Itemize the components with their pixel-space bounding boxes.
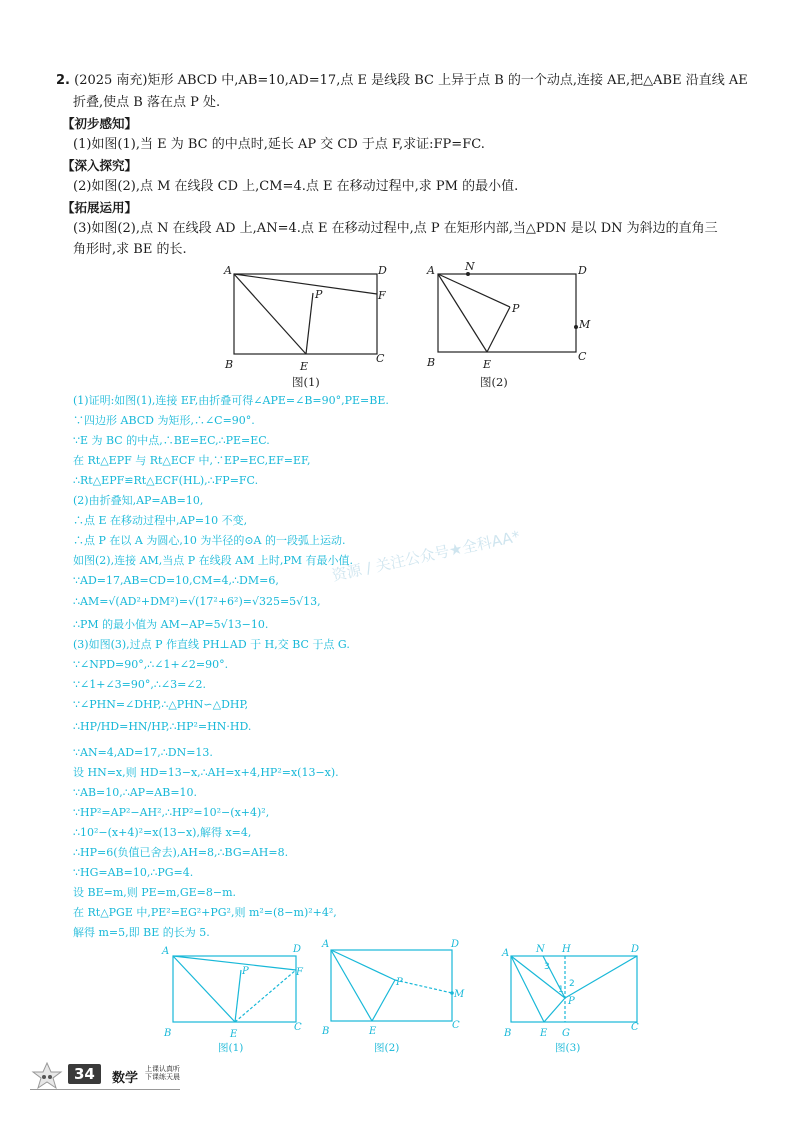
label-m: M [454,989,465,1000]
solution-line: ∵∠PHN=∠DHP,∴△PHN∽△DHP, [73,698,249,711]
label-p: P [242,966,249,977]
label-d: D [578,264,587,277]
page-number: 34 [68,1064,101,1084]
label-a: A [224,264,232,277]
solution-fig3-caption: 图(3) [555,1042,581,1054]
label-b: B [225,358,234,371]
label-p: P [315,288,323,301]
fig1-caption: 图(1) [292,375,320,389]
fig2-caption: 图(2) [480,375,508,389]
question-1: (1)如图(1),当 E 为 BC 的中点时,延长 AP 交 CD 于点 F,求证:FP=FC. [73,137,485,152]
solution-line: ∴10²−(x+4)²=x(13−x),解得 x=4, [73,826,252,839]
solution-line: (3)如图(3),过点 P 作直线 PH⊥AD 于 H,交 BC 于点 G. [73,638,350,651]
solution-fig1-caption: 图(1) [218,1042,244,1054]
solution-line: ∵AD=17,AB=CD=10,CM=4,∴DM=6, [73,574,279,587]
label-g: G [562,1028,570,1039]
label-c: C [294,1022,302,1033]
solution-line: ∴PM 的最小值为 AM−AP=5√13−10. [73,618,269,631]
solution-line: ∵E 为 BC 的中点,∴BE=EC,∴PE=EC. [73,434,270,447]
label-p: P [396,977,403,988]
question-3b: 角形时,求 BE 的长. [73,242,187,257]
star-logo-icon [30,1062,64,1090]
solution-line: ∵∠1+∠3=90°,∴∠3=∠2. [73,678,206,691]
solution-line: (1)证明:如图(1),连接 EF,由折叠可得∠APE=∠B=90°,PE=BE. [73,394,389,407]
solution-line: 设 BE=m,则 PE=m,GE=8−m. [73,886,237,899]
problem-figure-2 [425,262,595,372]
solution-line: ∵AB=10,∴AP=AB=10. [73,786,198,799]
solution-line: 解得 m=5,即 BE 的长为 5. [73,926,210,939]
angle-1-label: 1 [558,985,564,995]
solution-line: ∴HP/HD=HN/HP,∴HP²=HN·HD. [73,720,252,733]
solution-line: ∵HP²=AP²−AH²,∴HP²=10²−(x+4)², [73,806,270,819]
solution-line: ∴Rt△EPF≌Rt△ECF(HL),∴FP=FC. [73,474,259,487]
slogan-line-2: 下课练天晨 [145,1073,180,1081]
solution-line: ∴AM=√(AD²+DM²)=√(17²+6²)=√325=5√13, [73,595,321,608]
footer-slogan [145,1065,180,1081]
slogan-line-1: 上课认真听 [145,1065,180,1073]
solution-line: ∵HG=AB=10,∴PG=4. [73,866,194,879]
solution-line: ∵四边形 ABCD 为矩形,∴∠C=90°. [73,414,255,427]
solution-line: 在 Rt△EPF 与 Rt△ECF 中,∵EP=EC,EF=EF, [73,454,311,467]
label-c: C [578,350,587,363]
solution-figure-3 [500,940,650,1040]
label-b: B [164,1028,172,1039]
problem-line-2: 折叠,使点 B 落在点 P 处. [73,95,221,110]
footer-rule [30,1089,180,1090]
label-a: A [427,264,435,277]
solution-line: ∵AN=4,AD=17,∴DN=13. [73,746,213,759]
label-c: C [452,1020,460,1031]
section-explore: 【深入探究】 [62,158,138,173]
label-f: F [296,967,303,978]
label-e: E [540,1028,548,1039]
problem-text-1: (2025 南充)矩形 ABCD 中,AB=10,AD=17,点 E 是线段 BC 上异于点 B 的一个动点,连接 AE,把△ABE 沿直线 AE [74,73,748,88]
label-c: C [376,352,385,365]
solution-line: (2)由折叠知,AP=AB=10, [73,494,204,507]
solution-figure-2 [320,935,470,1040]
label-f: F [378,289,386,302]
label-p: P [568,996,575,1007]
solution-figure-1 [160,940,310,1040]
label-b: B [322,1026,330,1037]
problem-number: 2. [56,73,70,88]
solution-line: ∴点 P 在以 A 为圆心,10 为半径的⊙A 的一段弧上运动. [73,534,346,547]
label-c: C [631,1022,639,1033]
solution-fig2-caption: 图(2) [374,1042,400,1054]
label-h: H [562,944,571,955]
footer-subject: 数学 [112,1071,139,1086]
solution-line: 设 HN=x,则 HD=13−x,∴AH=x+4,HP²=x(13−x). [73,766,339,779]
label-a: A [502,948,510,959]
label-a: A [162,946,170,957]
label-e: E [369,1026,377,1037]
label-n: N [465,262,475,273]
solution-line: ∴HP=6(负值已舍去),AH=8,∴BG=AH=8. [73,846,289,859]
problem-line-1 [56,72,800,89]
question-3a: (3)如图(2),点 N 在线段 AD 上,AN=4.点 E 在移动过程中,点 P 在矩形内部,当△PDN 是以 DN 为斜边的直角三 [73,221,718,236]
label-n: N [536,944,545,955]
label-e: E [230,1029,238,1040]
label-m: M [579,318,591,331]
label-d: D [378,264,387,277]
label-e: E [300,360,309,372]
section-extend: 【拓展运用】 [62,200,138,215]
angle-2-label: 2 [569,979,575,989]
section-initial: 【初步感知】 [62,116,138,131]
question-2: (2)如图(2),点 M 在线段 CD 上,CM=4.点 E 在移动过程中,求 PM 的最小值. [73,179,519,194]
label-b: B [504,1028,512,1039]
label-e: E [483,358,492,371]
solution-line: 在 Rt△PGE 中,PE²=EG²+PG²,则 m²=(8−m)²+4², [73,906,337,919]
label-d: D [451,939,460,950]
problem-figure-1 [220,262,400,372]
label-d: D [631,944,640,955]
solution-line: ∵∠NPD=90°,∴∠1+∠2=90°. [73,658,229,671]
solution-line: 如图(2),连接 AM,当点 P 在线段 AM 上时,PM 有最小值. [73,554,354,567]
page-footer [30,1062,210,1090]
watermark: 资源 / 关注公众号★全科AA* [330,527,522,585]
label-d: D [293,944,302,955]
angle-3-label: 3 [544,962,550,972]
label-a: A [322,939,330,950]
label-b: B [427,356,436,369]
solution-line: ∴点 E 在移动过程中,AP=10 不变, [73,514,248,527]
label-p: P [512,302,520,315]
